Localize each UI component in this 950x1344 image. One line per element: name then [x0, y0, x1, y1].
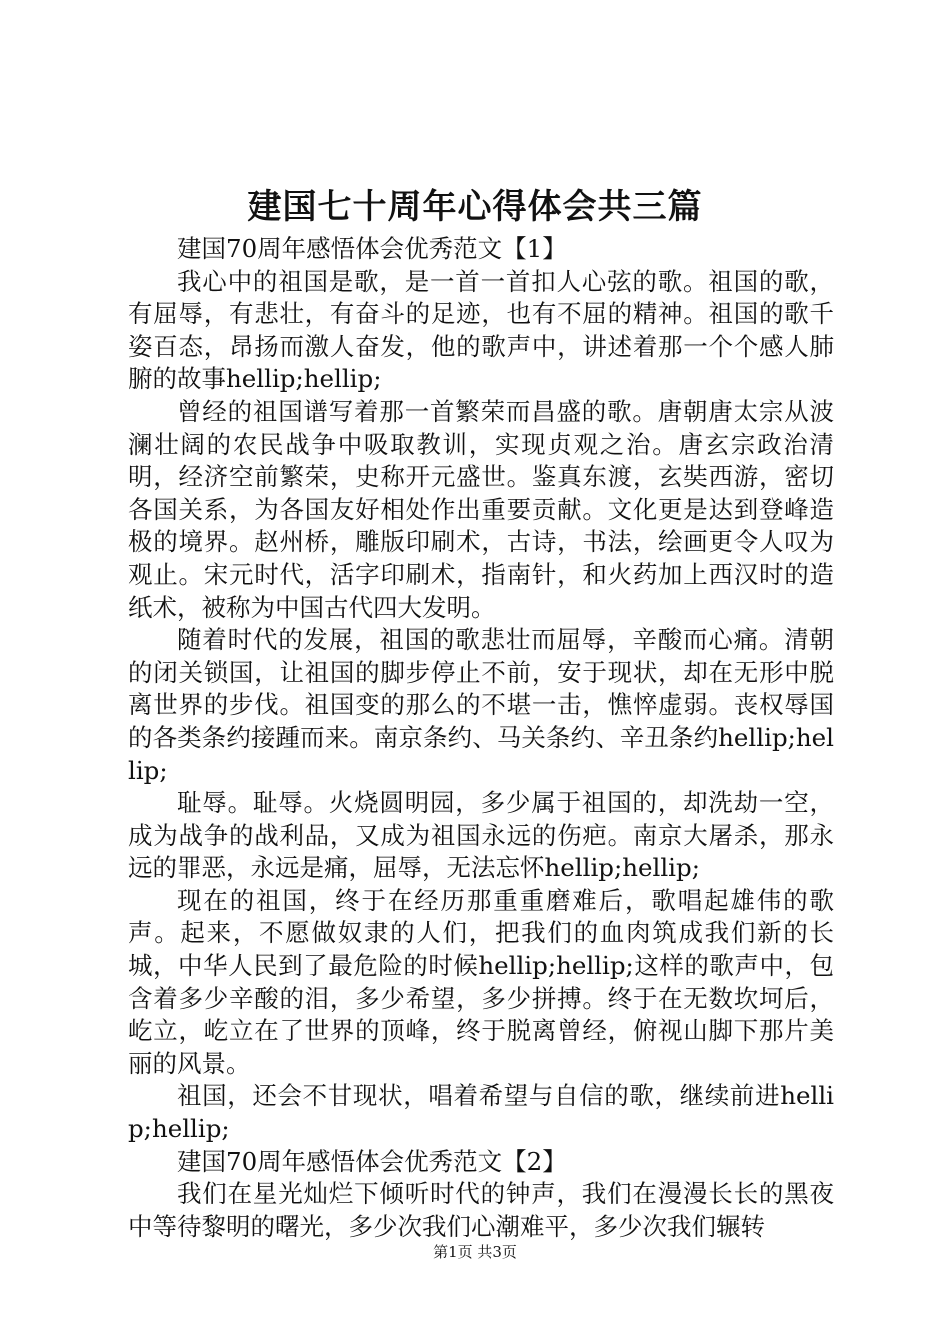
page-footer: 第1页 共3页: [433, 1243, 517, 1261]
paragraph: 我心中的祖国是歌，是一首一首扣人心弦的歌。祖国的歌，有屈辱，有悲壮，有奋斗的足迹，也有不屈的精神。祖国的歌千姿百态，昂扬而激人奋发，他的歌声中，讲述着那一个个感人肺腑的故事hellip;hellip;: [128, 266, 834, 394]
paragraph: 曾经的祖国谱写着那一首繁荣而昌盛的歌。唐朝唐太宗从波澜壮阔的农民战争中吸取教训，实现贞观之治。唐玄宗政治清明，经济空前繁荣，史称开元盛世。鉴真东渡，玄奘西游，密切各国关系，为各国友好相处作出重要贡献。文化更是达到登峰造极的境界。赵州桥，雕版印刷术，古诗，书法，绘画更令人叹为观止。宋元时代，活字印刷术，指南针，和火药加上西汉时的造纸术，被称为中国古代四大发明。: [128, 396, 834, 622]
paragraph: 随着时代的发展，祖国的歌悲壮而屈辱，辛酸而心痛。清朝的闭关锁国，让祖国的脚步停止不前，安于现状，却在无形中脱离世界的步伐。祖国变的那么的不堪一击，憔悴虚弱。丧权辱国的各类条约接踵而来。南京条约、马关条约、辛丑条约hellip;hellip;: [128, 625, 834, 785]
paragraph: 祖国，还会不甘现状，唱着希望与自信的歌，继续前进hellip;hellip;: [128, 1081, 834, 1144]
paragraph: 我们在星光灿烂下倾听时代的钟声，我们在漫漫长长的黑夜中等待黎明的曙光，多少次我们心潮难平，多少次我们辗转: [128, 1179, 834, 1241]
paragraph: 耻辱。耻辱。火烧圆明园，多少属于祖国的，却洗劫一空，成为战争的战利品，又成为祖国永远的伤疤。南京大屠杀，那永远的罪恶，永远是痛，屈辱，无法忘怀hellip;hellip;: [128, 788, 834, 883]
section-heading-2: 建国70周年感悟体会优秀范文【2】: [177, 1146, 567, 1176]
section-heading-1: 建国70周年感悟体会优秀范文【1】: [177, 234, 567, 263]
document-title: 建国七十周年心得体会共三篇: [247, 187, 703, 227]
document-body: [128, 233, 834, 1243]
paragraph: 现在的祖国，终于在经历那重重磨难后，歌唱起雄伟的歌声。起来，不愿做奴隶的人们，把我们的血肉筑成我们新的长城，中华人民到了最危险的时候hellip;hellip;这样的歌声中，包含着多少辛酸的泪，多少希望，多少拼搏。终于在无数坎坷后，屹立，屹立在了世界的顶峰，终于脱离曾经，俯视山脚下那片美丽的风景。: [128, 885, 834, 1078]
